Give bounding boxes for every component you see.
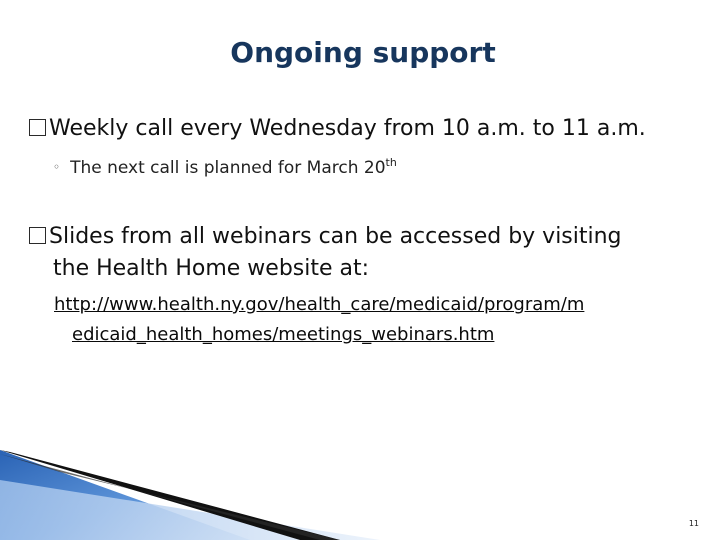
bullet-slides-line2: the Health Home website at: bbox=[53, 256, 370, 281]
sub-bullet-text: The next call is planned for March 20 bbox=[70, 158, 386, 178]
decorative-swoosh bbox=[0, 450, 720, 540]
bullet-slides-line1: Slides from all webinars can be accessed by visiting bbox=[49, 224, 622, 249]
webinars-link[interactable] bbox=[54, 290, 704, 350]
ring-bullet-icon: ◦ bbox=[53, 160, 61, 174]
bullet-weekly-call-text: Weekly call every Wednesday from 10 a.m. to 11 a.m. bbox=[49, 116, 646, 141]
swoosh-light-shape bbox=[0, 480, 380, 540]
slide-title: Ongoing support bbox=[230, 36, 496, 69]
checkbox-bullet-icon bbox=[29, 119, 46, 136]
webinars-link-line1[interactable]: http://www.health.ny.gov/health_care/medicaid/program/m bbox=[54, 294, 585, 315]
sub-bullet-next-call bbox=[53, 158, 397, 178]
bullet-weekly-call bbox=[29, 116, 646, 141]
checkbox-bullet-icon bbox=[29, 227, 46, 244]
page-number: 11 bbox=[688, 519, 699, 528]
bullet-slides-access bbox=[29, 221, 709, 285]
webinars-link-line2[interactable]: edicaid_health_homes/meetings_webinars.htm bbox=[72, 324, 495, 345]
sub-bullet-superscript: th bbox=[385, 156, 397, 169]
